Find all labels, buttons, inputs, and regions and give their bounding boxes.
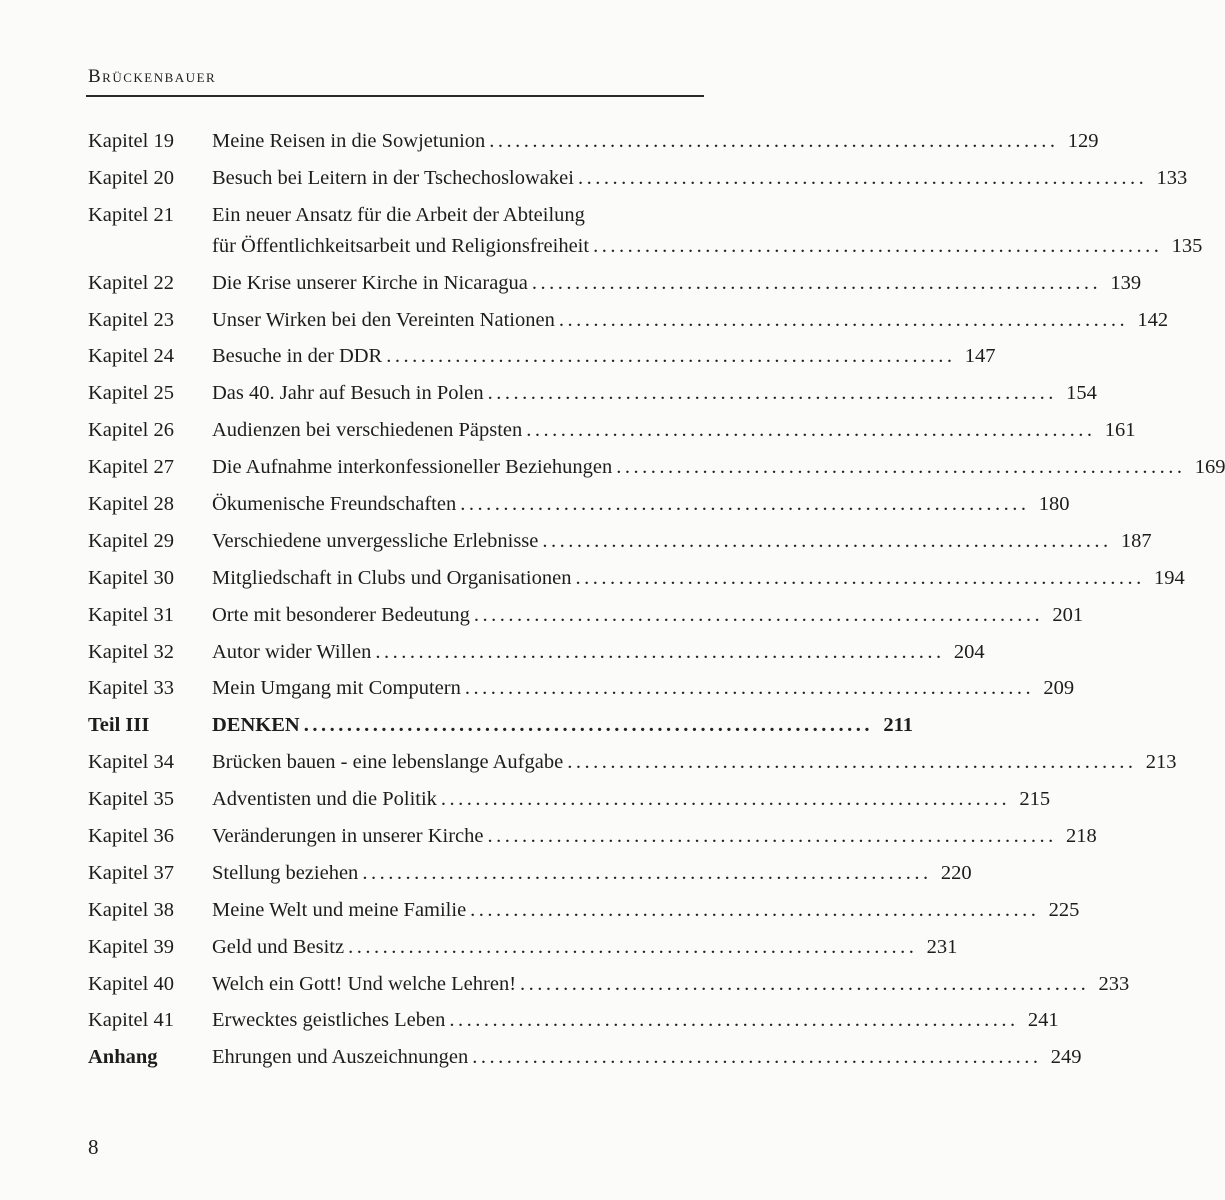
leader-dots: .................................................................. [460, 493, 1030, 516]
table-of-contents [88, 126, 1225, 1079]
leader-dots: .................................................................. [616, 456, 1186, 479]
header-rule [86, 95, 704, 97]
toc-entry-label: Kapitel 35 [88, 788, 174, 811]
toc-entry-body [212, 526, 1152, 557]
toc-entry-label: Kapitel 21 [88, 203, 174, 226]
toc-entry-title: Die Krise unserer Kirche in Nicaragua [212, 271, 528, 294]
toc-entry-body [212, 452, 1225, 483]
leader-dots: .................................................................. [470, 898, 1040, 921]
toc-entry [88, 821, 1097, 852]
toc-entry-page: 147 [964, 345, 996, 368]
leader-dots: .................................................................. [567, 751, 1137, 774]
leader-dots: .................................................................. [348, 935, 918, 958]
toc-entry-body [212, 1005, 1059, 1036]
toc-entry-page: 231 [926, 935, 958, 958]
toc-entry-label: Kapitel 38 [88, 898, 174, 921]
toc-entry-title: Erwecktes geistliches Leben [212, 1009, 446, 1032]
leader-dots: .................................................................. [526, 419, 1096, 442]
toc-entry-body [212, 268, 1142, 299]
toc-entry-label: Kapitel 22 [88, 271, 174, 294]
toc-entry-body [212, 932, 958, 963]
toc-entry-body [212, 784, 1051, 815]
toc-entry-page: 213 [1145, 751, 1177, 774]
toc-entry-body [212, 969, 1130, 1000]
leader-dots: .................................................................. [303, 714, 873, 737]
toc-entry-body [212, 895, 1080, 926]
toc-entry-body [212, 163, 1188, 194]
toc-entry-label: Kapitel 24 [88, 345, 174, 368]
toc-entry [88, 932, 958, 963]
toc-entry [88, 637, 985, 668]
toc-entry-label: Kapitel 19 [88, 130, 174, 152]
toc-entry-line [212, 858, 972, 889]
toc-entry-body [212, 710, 913, 741]
toc-entry-body [212, 305, 1169, 336]
toc-entry-body [212, 126, 1099, 157]
leader-dots: .................................................................. [487, 382, 1057, 405]
toc-entry [88, 489, 1070, 520]
toc-entry-body [212, 637, 985, 668]
toc-entry-line [212, 163, 1188, 194]
toc-entry-line [212, 126, 1099, 157]
toc-entry-title: Orte mit besonderer Bedeutung [212, 603, 470, 626]
toc-entry-line [212, 1005, 1059, 1036]
toc-entry-label: Kapitel 27 [88, 456, 174, 479]
toc-entry-line [212, 305, 1169, 336]
toc-entry-body [212, 489, 1070, 520]
toc-entry-label: Kapitel 32 [88, 640, 174, 663]
leader-dots: .................................................................. [531, 271, 1102, 294]
toc-entry-title: Adventisten und die Politik [212, 788, 437, 811]
toc-entry [88, 858, 972, 889]
leader-dots: .................................................................. [386, 345, 956, 368]
toc-entry-label: Kapitel 30 [88, 566, 174, 589]
toc-entry-line [212, 341, 996, 372]
leader-dots: .................................................................. [593, 234, 1163, 257]
toc-entry-body [212, 673, 1075, 704]
toc-entry [88, 969, 1130, 1000]
toc-entry-page: 209 [1043, 677, 1075, 700]
toc-entry-label: Kapitel 23 [88, 308, 174, 331]
toc-entry-line [212, 895, 1080, 926]
toc-entry-label: Kapitel 25 [88, 382, 174, 405]
toc-entry-title: Das 40. Jahr auf Besuch in Polen [212, 382, 484, 405]
toc-entry-title: Geld und Besitz [212, 935, 345, 958]
toc-entry-line [212, 489, 1070, 520]
toc-entry-body [212, 747, 1177, 778]
toc-entry-title-line1: Ein neuer Ansatz für die Arbeit der Abteilung [212, 203, 585, 226]
toc-entry [88, 895, 1080, 926]
toc-entry-line [212, 563, 1185, 594]
toc-entry-page: 233 [1098, 972, 1130, 995]
running-header: Brückenbauer [88, 66, 217, 87]
toc-entry-page: 211 [883, 714, 913, 737]
toc-entry [88, 747, 1177, 778]
toc-entry-body [212, 378, 1097, 409]
toc-entry-title: Stellung beziehen [212, 861, 359, 884]
toc-entry-body [212, 415, 1136, 446]
leader-dots: .................................................................. [487, 825, 1057, 848]
toc-entry [88, 415, 1136, 446]
toc-entry-page: 218 [1066, 825, 1097, 848]
toc-entry [88, 452, 1225, 483]
toc-entry-label: Kapitel 26 [88, 419, 174, 442]
toc-entry [88, 341, 996, 372]
toc-entry-label: Teil III [88, 714, 150, 737]
toc-entry-label: Kapitel 20 [88, 166, 174, 189]
leader-dots: .................................................................. [577, 166, 1148, 189]
toc-entry-title: für Öffentlichkeitsarbeit und Religionsfreiheit [212, 234, 590, 257]
leader-dots: .................................................................. [362, 861, 932, 884]
toc-entry [88, 268, 1142, 299]
toc-entry-page: 154 [1066, 382, 1097, 405]
toc-entry-line [212, 784, 1051, 815]
toc-entry [88, 784, 1051, 815]
toc-entry [88, 673, 1075, 704]
toc-entry-title: Verschiedene unvergessliche Erlebnisse [212, 529, 539, 552]
leader-dots: .................................................................. [375, 640, 945, 663]
toc-entry-line [212, 415, 1136, 446]
toc-entry-title: Besuche in der DDR [212, 345, 383, 368]
toc-entry-page: 169 [1194, 456, 1225, 479]
toc-entry-title: Brücken bauen - eine lebenslange Aufgabe [212, 751, 564, 774]
leader-dots: .................................................................. [464, 677, 1035, 700]
toc-entry-body [212, 341, 996, 372]
toc-entry [88, 600, 1084, 631]
toc-entry [88, 200, 1203, 262]
toc-entry [88, 163, 1188, 194]
toc-entry-line [212, 378, 1097, 409]
toc-entry-label: Kapitel 36 [88, 825, 174, 848]
toc-entry-title: Welch ein Gott! Und welche Lehren! [212, 972, 517, 995]
toc-entry [88, 305, 1169, 336]
toc-entry-page: 204 [953, 640, 985, 663]
toc-entry-page: 180 [1038, 493, 1070, 516]
toc-entry [88, 126, 1099, 157]
toc-entry-page: 129 [1067, 130, 1099, 152]
toc-entry-title: Meine Welt und meine Familie [212, 898, 467, 921]
leader-dots: .................................................................. [472, 1046, 1042, 1069]
toc-entry-line [212, 969, 1130, 1000]
toc-entry-page: 142 [1137, 308, 1169, 331]
leader-dots: .................................................................. [520, 972, 1090, 995]
toc-entry-line [212, 932, 958, 963]
toc-entry [88, 1005, 1059, 1036]
toc-entry-page: 241 [1027, 1009, 1059, 1032]
toc-entry-body [212, 200, 1203, 262]
toc-entry-title: DENKEN [212, 714, 300, 737]
toc-entry-title: Audienzen bei verschiedenen Päpsten [212, 419, 523, 442]
toc-entry-page: 249 [1050, 1046, 1082, 1069]
toc-entry-title: Besuch bei Leitern in der Tschechoslowakei [212, 166, 574, 189]
toc-entry-line [212, 747, 1177, 778]
toc-entry-label: Kapitel 29 [88, 529, 174, 552]
toc-entry-label: Anhang [88, 1046, 158, 1069]
leader-dots: .................................................................. [489, 130, 1059, 152]
toc-entry-line [212, 821, 1097, 852]
toc-entry-line [212, 231, 1203, 262]
toc-entry-body [212, 1042, 1082, 1073]
toc-entry-title: Veränderungen in unserer Kirche [212, 825, 484, 848]
toc-entry-page: 225 [1048, 898, 1080, 921]
toc-entry-label: Kapitel 28 [88, 493, 174, 516]
toc-entry-line [212, 1042, 1082, 1073]
toc-entry-page: 187 [1120, 529, 1152, 552]
toc-entry-title: Mitgliedschaft in Clubs und Organisationen [212, 566, 572, 589]
toc-entry-line [212, 268, 1142, 299]
leader-dots: .................................................................. [473, 603, 1044, 626]
toc-entry-title: Autor wider Willen [212, 640, 372, 663]
toc-entry [88, 378, 1097, 409]
toc-entry-page: 139 [1110, 271, 1142, 294]
toc-entry-line [212, 637, 985, 668]
toc-entry-label: Kapitel 39 [88, 935, 174, 958]
toc-entry-body [212, 600, 1084, 631]
page-number: 8 [88, 1135, 99, 1159]
toc-entry-line [212, 710, 913, 741]
leader-dots: .................................................................. [575, 566, 1145, 589]
toc-entry-body [212, 821, 1097, 852]
toc-entry [88, 710, 913, 741]
toc-entry-page: 220 [940, 861, 972, 884]
toc-entry-line [212, 452, 1225, 483]
toc-entry-body [212, 858, 972, 889]
toc-entry [88, 1042, 1082, 1073]
toc-entry-label: Kapitel 33 [88, 677, 174, 700]
toc-entry-body [212, 563, 1185, 594]
toc-entry-label: Kapitel 31 [88, 603, 174, 626]
toc-entry-label: Kapitel 40 [88, 972, 174, 995]
toc-entry-line [212, 673, 1075, 704]
toc-entry-title: Ehrungen und Auszeichnungen [212, 1046, 469, 1069]
toc-entry-page: 135 [1171, 234, 1203, 257]
toc-entry-label: Kapitel 34 [88, 751, 174, 774]
toc-entry-title: Ökumenische Freundschaften [212, 493, 457, 516]
toc-entry-title: Mein Umgang mit Computern [212, 677, 461, 700]
toc-entry-page: 194 [1153, 566, 1185, 589]
toc-entry-page: 215 [1019, 788, 1051, 811]
leader-dots: .................................................................. [542, 529, 1112, 552]
toc-entry-page: 133 [1156, 166, 1188, 189]
toc-entry-line [212, 600, 1084, 631]
toc-entry [88, 563, 1185, 594]
toc-entry-line [212, 526, 1152, 557]
toc-entry-title: Unser Wirken bei den Vereinten Nationen [212, 308, 555, 331]
toc-entry-page: 161 [1104, 419, 1136, 442]
leader-dots: .................................................................. [449, 1009, 1019, 1032]
toc-entry-label: Kapitel 41 [88, 1009, 174, 1032]
toc-entry-title: Die Aufnahme interkonfessioneller Beziehungen [212, 456, 613, 479]
leader-dots: .................................................................. [440, 788, 1011, 811]
toc-entry [88, 526, 1152, 557]
toc-entry-page: 201 [1052, 603, 1084, 626]
leader-dots: .................................................................. [558, 308, 1129, 331]
toc-entry-label: Kapitel 37 [88, 861, 174, 884]
toc-entry-title: Meine Reisen in die Sowjetunion [212, 130, 486, 152]
